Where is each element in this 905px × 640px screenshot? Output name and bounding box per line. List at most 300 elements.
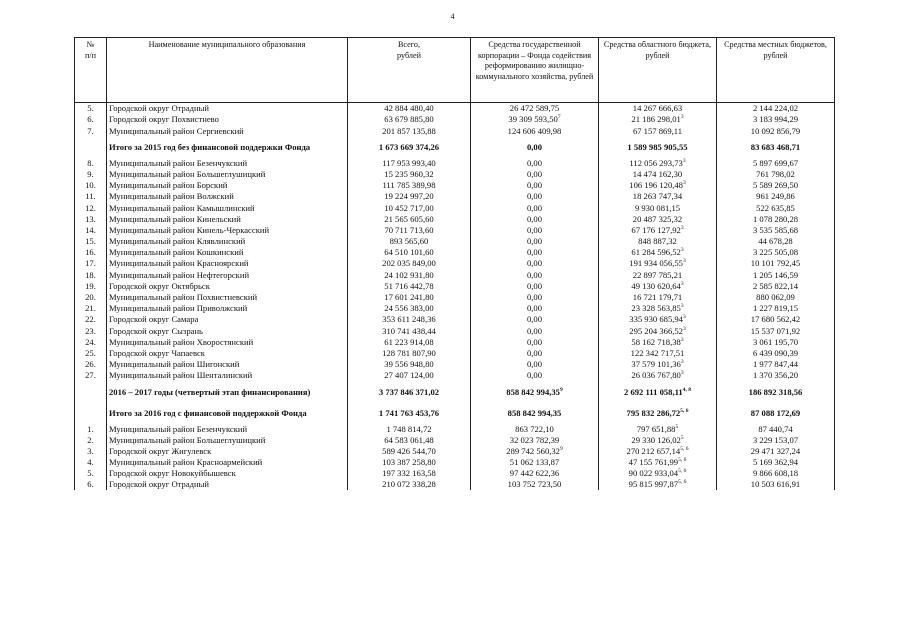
- total-amount-value: 893 565,60: [389, 236, 429, 247]
- row-number: [75, 281, 107, 292]
- regional-amount-footnote: 3: [680, 280, 684, 287]
- local-amount: [717, 114, 835, 125]
- local-amount: [717, 479, 835, 490]
- row-number: [75, 402, 107, 423]
- row-number: [75, 114, 107, 125]
- regional-amount-footnote: 3: [680, 247, 684, 254]
- fund-amount-value: 0,00: [526, 224, 543, 235]
- total-amount-value: 117 953 993,40: [382, 157, 436, 168]
- header-fund: Средства государственной корпорации – Фонда содействия реформированию жилищно-коммунального хозяйства, рублей: [471, 38, 599, 103]
- fund-amount-value: 289 742 560,32: [506, 445, 560, 456]
- regional-amount-value: 848 887,32: [638, 236, 677, 247]
- local-amount-value: 6 439 090,39: [752, 347, 799, 358]
- fund-amount-value: 103 752 723,50: [507, 479, 562, 490]
- table-row: [75, 446, 835, 457]
- fund-amount: [471, 479, 599, 490]
- regional-amount-value: 58 162 718,38: [631, 336, 681, 347]
- local-amount-value: 87 088 172,69: [750, 407, 801, 418]
- local-amount-value: 522 635,85: [756, 202, 795, 213]
- municipality-name-value: Муниципальный район Красноармейский: [109, 457, 263, 468]
- municipality-name-value: Муниципальный район Клявлинский: [109, 236, 246, 247]
- total-amount-value: 3 737 846 371,02: [378, 386, 440, 397]
- regional-amount-footnote: 5, 6: [678, 457, 687, 464]
- regional-amount-value: 335 930 685,94: [629, 314, 683, 325]
- municipality-name: [107, 103, 348, 115]
- regional-amount: [599, 292, 717, 303]
- page-number: 4: [450, 12, 455, 21]
- row-number-value: 1.: [87, 423, 94, 434]
- table-row: [75, 348, 835, 359]
- regional-amount: [599, 114, 717, 125]
- row-number-value: 4.: [87, 457, 94, 468]
- fund-amount-value: 32 023 782,39: [509, 434, 560, 445]
- row-number: [75, 370, 107, 381]
- row-number: [75, 169, 107, 180]
- row-number: [75, 158, 107, 169]
- row-number: [75, 258, 107, 269]
- regional-amount: [599, 348, 717, 359]
- local-amount-value: 10 092 856,79: [750, 125, 801, 136]
- row-number-value: 13.: [85, 213, 96, 224]
- header-regional: Средства областного бюджета, рублей: [599, 38, 717, 103]
- fund-amount-value: 0,00: [526, 359, 543, 370]
- fund-amount: [471, 381, 599, 402]
- municipality-name: [107, 468, 348, 479]
- table-row: [75, 325, 835, 336]
- fund-amount-value: 0,00: [526, 157, 543, 168]
- row-number-value: 23.: [85, 325, 96, 336]
- fund-amount-value: 0,00: [526, 213, 543, 224]
- header-name: Наименование муниципального образования: [107, 38, 348, 103]
- fund-amount-value: 0,00: [526, 314, 543, 325]
- regional-amount-value: 9 930 081,15: [634, 202, 681, 213]
- regional-amount-value: 37 579 101,36: [631, 359, 681, 370]
- regional-amount: [599, 325, 717, 336]
- table-row: [75, 180, 835, 191]
- total-amount-value: 39 556 948,80: [384, 359, 434, 370]
- subtotal-row: [75, 402, 835, 423]
- row-number: [75, 125, 107, 136]
- regional-amount-value: 47 155 761,99: [628, 457, 679, 468]
- local-amount: [717, 180, 835, 191]
- row-number: [75, 236, 107, 247]
- fund-amount: [471, 314, 599, 325]
- table-row: [75, 435, 835, 446]
- total-amount: [348, 137, 471, 158]
- row-number: [75, 423, 107, 434]
- fund-amount: [471, 281, 599, 292]
- municipality-name: [107, 225, 348, 236]
- fund-amount-footnote: 7: [557, 114, 561, 121]
- municipality-name: [107, 191, 348, 202]
- regional-amount: [599, 236, 717, 247]
- regional-amount-value: 18 263 747,34: [632, 191, 683, 202]
- local-amount: [717, 303, 835, 314]
- regional-amount-footnote: 3: [682, 325, 686, 332]
- regional-amount: [599, 191, 717, 202]
- row-number-value: 14.: [85, 224, 96, 235]
- fund-amount-value: 863 722,10: [515, 423, 554, 434]
- fund-amount: [471, 457, 599, 468]
- header-num: № п/п: [75, 38, 107, 103]
- regional-amount-value: 14 474 162,30: [632, 168, 683, 179]
- regional-amount-value: 122 342 717,51: [630, 347, 685, 358]
- municipality-name: [107, 169, 348, 180]
- row-number: [75, 191, 107, 202]
- municipality-name: [107, 381, 348, 402]
- fund-amount-value: 858 842 994,35: [506, 386, 560, 397]
- fund-amount: [471, 423, 599, 434]
- total-amount: [348, 348, 471, 359]
- local-amount-value: 5 589 269,50: [752, 180, 799, 191]
- regional-amount-footnote: 5, 6: [680, 407, 689, 414]
- row-number: [75, 269, 107, 280]
- municipality-name: [107, 348, 348, 359]
- fund-amount-value: 0,00: [526, 269, 543, 280]
- table-row: [75, 269, 835, 280]
- local-amount: [717, 236, 835, 247]
- total-amount-value: 27 407 124,00: [384, 370, 434, 381]
- total-amount-value: 51 716 442,78: [384, 280, 434, 291]
- municipality-name-value: Муниципальный район Большеглушицкий: [109, 434, 266, 445]
- regional-amount-value: 21 186 298,01: [631, 114, 681, 125]
- regional-amount-value: 2 692 111 058,11: [624, 386, 683, 397]
- total-amount-value: 64 583 061,48: [384, 434, 434, 445]
- local-amount: [717, 292, 835, 303]
- total-amount-value: 10 452 717,00: [384, 202, 434, 213]
- local-amount: [717, 247, 835, 258]
- local-amount-value: 5 169 362,94: [752, 457, 799, 468]
- row-number-value: 17.: [85, 258, 96, 269]
- fund-amount: [471, 303, 599, 314]
- total-amount-value: 24 102 931,80: [384, 269, 434, 280]
- local-amount-value: 10 503 616,91: [750, 479, 801, 490]
- local-amount-value: 3 225 505,08: [752, 247, 799, 258]
- fund-amount-value: 97 442 622,36: [509, 468, 560, 479]
- fund-amount-value: 0,00: [526, 347, 543, 358]
- total-amount: [348, 446, 471, 457]
- regional-amount-value: 1 589 985 905,55: [627, 142, 688, 153]
- local-amount: [717, 169, 835, 180]
- regional-amount: [599, 457, 717, 468]
- regional-amount: [599, 435, 717, 446]
- local-amount: [717, 225, 835, 236]
- municipality-name-value: Муниципальный район Шигонский: [109, 359, 240, 370]
- local-amount-value: 3 183 994,29: [752, 114, 799, 125]
- row-number-value: 21.: [85, 303, 96, 314]
- regional-amount-value: 16 721 179,71: [632, 292, 683, 302]
- total-amount: [348, 180, 471, 191]
- local-amount: [717, 314, 835, 325]
- local-amount-value: 3 535 585,68: [752, 224, 799, 235]
- local-amount: [717, 402, 835, 423]
- municipality-name-value: Муниципальный район Хворостянский: [109, 336, 254, 347]
- header-total: Всего, рублей: [348, 38, 471, 103]
- local-amount-value: 2 585 822,14: [752, 280, 799, 291]
- total-amount-value: 310 741 438,44: [382, 325, 436, 336]
- municipality-name-value: Муниципальный район Шенталинский: [109, 370, 253, 381]
- fund-amount-value: 0,00: [526, 258, 543, 269]
- total-amount: [348, 158, 471, 169]
- total-amount-value: 19 224 997,20: [384, 191, 434, 202]
- table-row: [75, 202, 835, 213]
- table-row: [75, 214, 835, 225]
- local-amount: [717, 269, 835, 280]
- fund-amount: [471, 247, 599, 258]
- local-amount: [717, 468, 835, 479]
- local-amount-value: 9 866 608,18: [752, 468, 799, 479]
- fund-amount: [471, 435, 599, 446]
- regional-amount-value: 67 176 127,92: [631, 224, 681, 235]
- fund-amount: [471, 269, 599, 280]
- row-number: [75, 337, 107, 348]
- municipality-name: [107, 370, 348, 381]
- fund-amount-value: 0,00: [526, 325, 543, 336]
- fund-amount: [471, 348, 599, 359]
- regional-amount-footnote: 3: [680, 303, 684, 310]
- municipality-name-value: Городской округ Отрадный: [109, 103, 209, 114]
- municipality-name-value: Городской округ Чапаевск: [109, 347, 205, 358]
- local-amount: [717, 423, 835, 434]
- total-amount: [348, 370, 471, 381]
- regional-amount-value: 95 815 997,87: [628, 479, 679, 490]
- row-number-value: 8.: [87, 157, 94, 168]
- total-amount-value: 63 679 885,80: [384, 114, 434, 125]
- fund-amount-value: 0,00: [526, 336, 543, 347]
- row-number: [75, 180, 107, 191]
- fund-amount: [471, 337, 599, 348]
- table-row: [75, 468, 835, 479]
- local-amount-value: 1 078 280,28: [752, 213, 799, 224]
- municipality-name: [107, 247, 348, 258]
- regional-amount: [599, 359, 717, 370]
- local-amount-value: 880 062,09: [756, 292, 795, 302]
- municipality-name: [107, 337, 348, 348]
- municipality-name-value: Муниципальный район Безенчукский: [109, 423, 248, 434]
- municipality-name-value: Муниципальный район Кинельский: [109, 213, 241, 224]
- regional-amount-footnote: 3: [682, 314, 686, 321]
- regional-amount: [599, 158, 717, 169]
- fund-amount: [471, 214, 599, 225]
- regional-amount-value: 29 330 126,02: [631, 434, 681, 445]
- regional-amount-footnote: 3: [682, 157, 686, 164]
- regional-amount-footnote: 5, 6: [678, 479, 687, 486]
- local-amount: [717, 370, 835, 381]
- fund-amount-value: 26 472 589,75: [509, 103, 560, 114]
- row-number: [75, 103, 107, 115]
- regional-amount-footnote: 4, 8: [682, 386, 691, 393]
- total-amount: [348, 225, 471, 236]
- total-amount: [348, 423, 471, 434]
- municipality-name: [107, 359, 348, 370]
- table-body: [75, 103, 835, 491]
- regional-amount: [599, 103, 717, 115]
- fund-amount-value: 51 062 133,87: [509, 457, 560, 468]
- row-number-value: 6.: [87, 479, 94, 490]
- fund-amount: [471, 191, 599, 202]
- total-amount: [348, 191, 471, 202]
- local-amount: [717, 191, 835, 202]
- subtotal-row: [75, 381, 835, 402]
- regional-amount-value: 67 157 869,11: [632, 125, 683, 136]
- regional-amount-value: 270 212 657,14: [626, 445, 681, 456]
- municipality-name-value: Муниципальный район Приволжский: [109, 303, 248, 314]
- total-amount: [348, 169, 471, 180]
- row-number-value: 2.: [87, 434, 94, 445]
- municipality-name: [107, 303, 348, 314]
- row-number-value: 6.: [87, 114, 94, 125]
- total-amount-value: 111 785 389,98: [382, 180, 436, 191]
- municipality-name: [107, 269, 348, 280]
- table-row: [75, 303, 835, 314]
- row-number-value: 20.: [85, 292, 96, 302]
- row-number-value: 5.: [87, 103, 94, 114]
- municipality-name-value: Городской округ Похвистнево: [109, 114, 219, 125]
- local-amount-value: 1 227 819,15: [752, 303, 799, 314]
- subtotal-row: [75, 137, 835, 158]
- table-row: [75, 359, 835, 370]
- table-row: [75, 236, 835, 247]
- table-row: [75, 114, 835, 125]
- fund-amount-value: 39 309 593,50: [508, 114, 558, 125]
- fund-amount: [471, 258, 599, 269]
- regional-amount: [599, 468, 717, 479]
- table-row: [75, 169, 835, 180]
- regional-amount: [599, 247, 717, 258]
- row-number: [75, 202, 107, 213]
- regional-amount: [599, 258, 717, 269]
- municipality-name: [107, 292, 348, 303]
- row-number-value: 24.: [85, 336, 96, 347]
- municipality-name-value: 2016 – 2017 годы (четвертый этап финансирования): [109, 386, 311, 397]
- row-number: [75, 137, 107, 158]
- fund-amount: [471, 202, 599, 213]
- local-amount-value: 1 370 356,20: [752, 370, 799, 381]
- regional-amount: [599, 479, 717, 490]
- total-amount-value: 210 072 338,28: [382, 479, 436, 490]
- regional-amount-value: 20 487 325,32: [632, 213, 683, 224]
- municipality-name: [107, 446, 348, 457]
- municipality-name: [107, 236, 348, 247]
- table-row: [75, 125, 835, 136]
- fund-amount-footnote: 9: [559, 446, 563, 453]
- local-amount-value: 1 977 847,44: [752, 359, 799, 370]
- row-number: [75, 247, 107, 258]
- table-row: [75, 281, 835, 292]
- table-row: [75, 158, 835, 169]
- total-amount: [348, 468, 471, 479]
- municipality-name-value: Муниципальный район Безенчукский: [109, 157, 248, 168]
- row-number-value: 5.: [87, 468, 94, 479]
- row-number-value: 22.: [85, 314, 96, 325]
- regional-amount-value: 49 130 620,64: [631, 280, 681, 291]
- row-number: [75, 348, 107, 359]
- fund-amount: [471, 158, 599, 169]
- fund-amount-value: 0,00: [526, 142, 543, 153]
- local-amount: [717, 446, 835, 457]
- fund-amount: [471, 114, 599, 125]
- municipality-name-value: Итого за 2016 год с финансовой поддержкой Фонда: [109, 407, 307, 418]
- table-row: [75, 292, 835, 303]
- fund-amount: [471, 468, 599, 479]
- regional-amount: [599, 169, 717, 180]
- regional-amount: [599, 314, 717, 325]
- total-amount: [348, 314, 471, 325]
- total-amount: [348, 435, 471, 446]
- row-number-value: 9.: [87, 168, 94, 179]
- regional-amount: [599, 180, 717, 191]
- local-amount: [717, 103, 835, 115]
- regional-amount-footnote: 5, 6: [680, 446, 689, 453]
- total-amount-value: 1 748 814,72: [386, 423, 432, 434]
- regional-amount-footnote: 3: [682, 180, 686, 187]
- financing-table: [74, 37, 835, 490]
- total-amount: [348, 202, 471, 213]
- regional-amount-value: 90 022 933,04: [628, 468, 679, 479]
- municipality-name: [107, 314, 348, 325]
- total-amount-value: 201 857 135,88: [382, 125, 436, 136]
- fund-amount: [471, 125, 599, 136]
- municipality-name-value: Муниципальный район Красноярский: [109, 258, 249, 269]
- fund-amount-value: 858 842 994,35: [507, 407, 562, 418]
- local-amount: [717, 381, 835, 402]
- fund-amount-value: 0,00: [526, 180, 543, 191]
- municipality-name: [107, 202, 348, 213]
- total-amount-value: 128 781 807,90: [382, 347, 436, 358]
- municipality-name-value: Муниципальный район Кинель-Черкасский: [109, 224, 270, 235]
- municipality-name: [107, 479, 348, 490]
- fund-amount-value: 0,00: [526, 202, 543, 213]
- regional-amount-footnote: 5, 6: [678, 468, 687, 475]
- table-row: [75, 258, 835, 269]
- total-amount-value: 197 332 163,58: [382, 468, 436, 479]
- local-amount: [717, 435, 835, 446]
- row-number-value: 19.: [85, 280, 96, 291]
- local-amount: [717, 359, 835, 370]
- regional-amount: [599, 281, 717, 292]
- municipality-name-value: Городской округ Самара: [109, 314, 199, 325]
- local-amount: [717, 325, 835, 336]
- total-amount-value: 589 426 544,70: [382, 445, 436, 456]
- regional-amount-value: 295 204 366,52: [629, 325, 683, 336]
- table-row: [75, 314, 835, 325]
- fund-amount: [471, 402, 599, 423]
- total-amount-value: 15 235 960,32: [384, 168, 434, 179]
- municipality-name: [107, 137, 348, 158]
- municipality-name: [107, 114, 348, 125]
- row-number: [75, 381, 107, 402]
- local-amount: [717, 125, 835, 136]
- municipality-name: [107, 281, 348, 292]
- regional-amount-value: 112 056 293,73: [629, 157, 683, 168]
- municipality-name: [107, 125, 348, 136]
- municipality-name-value: Муниципальный район Большеглушицкий: [109, 168, 266, 179]
- table-row: [75, 337, 835, 348]
- municipality-name-value: Муниципальный район Камышлинский: [109, 202, 255, 213]
- regional-amount-footnote: 3: [680, 336, 684, 343]
- local-amount: [717, 348, 835, 359]
- total-amount-value: 103 387 258,80: [382, 457, 436, 468]
- regional-amount-value: 22 897 785,21: [632, 269, 683, 280]
- regional-amount-value: 23 328 563,85: [631, 303, 681, 314]
- row-number-value: 7.: [87, 125, 94, 136]
- municipality-name-value: Муниципальный район Волжский: [109, 191, 234, 202]
- local-amount-value: 87 440,74: [758, 423, 793, 434]
- table-row: [75, 370, 835, 381]
- row-number: [75, 359, 107, 370]
- local-amount-value: 5 897 699,67: [752, 157, 799, 168]
- fund-amount: [471, 103, 599, 115]
